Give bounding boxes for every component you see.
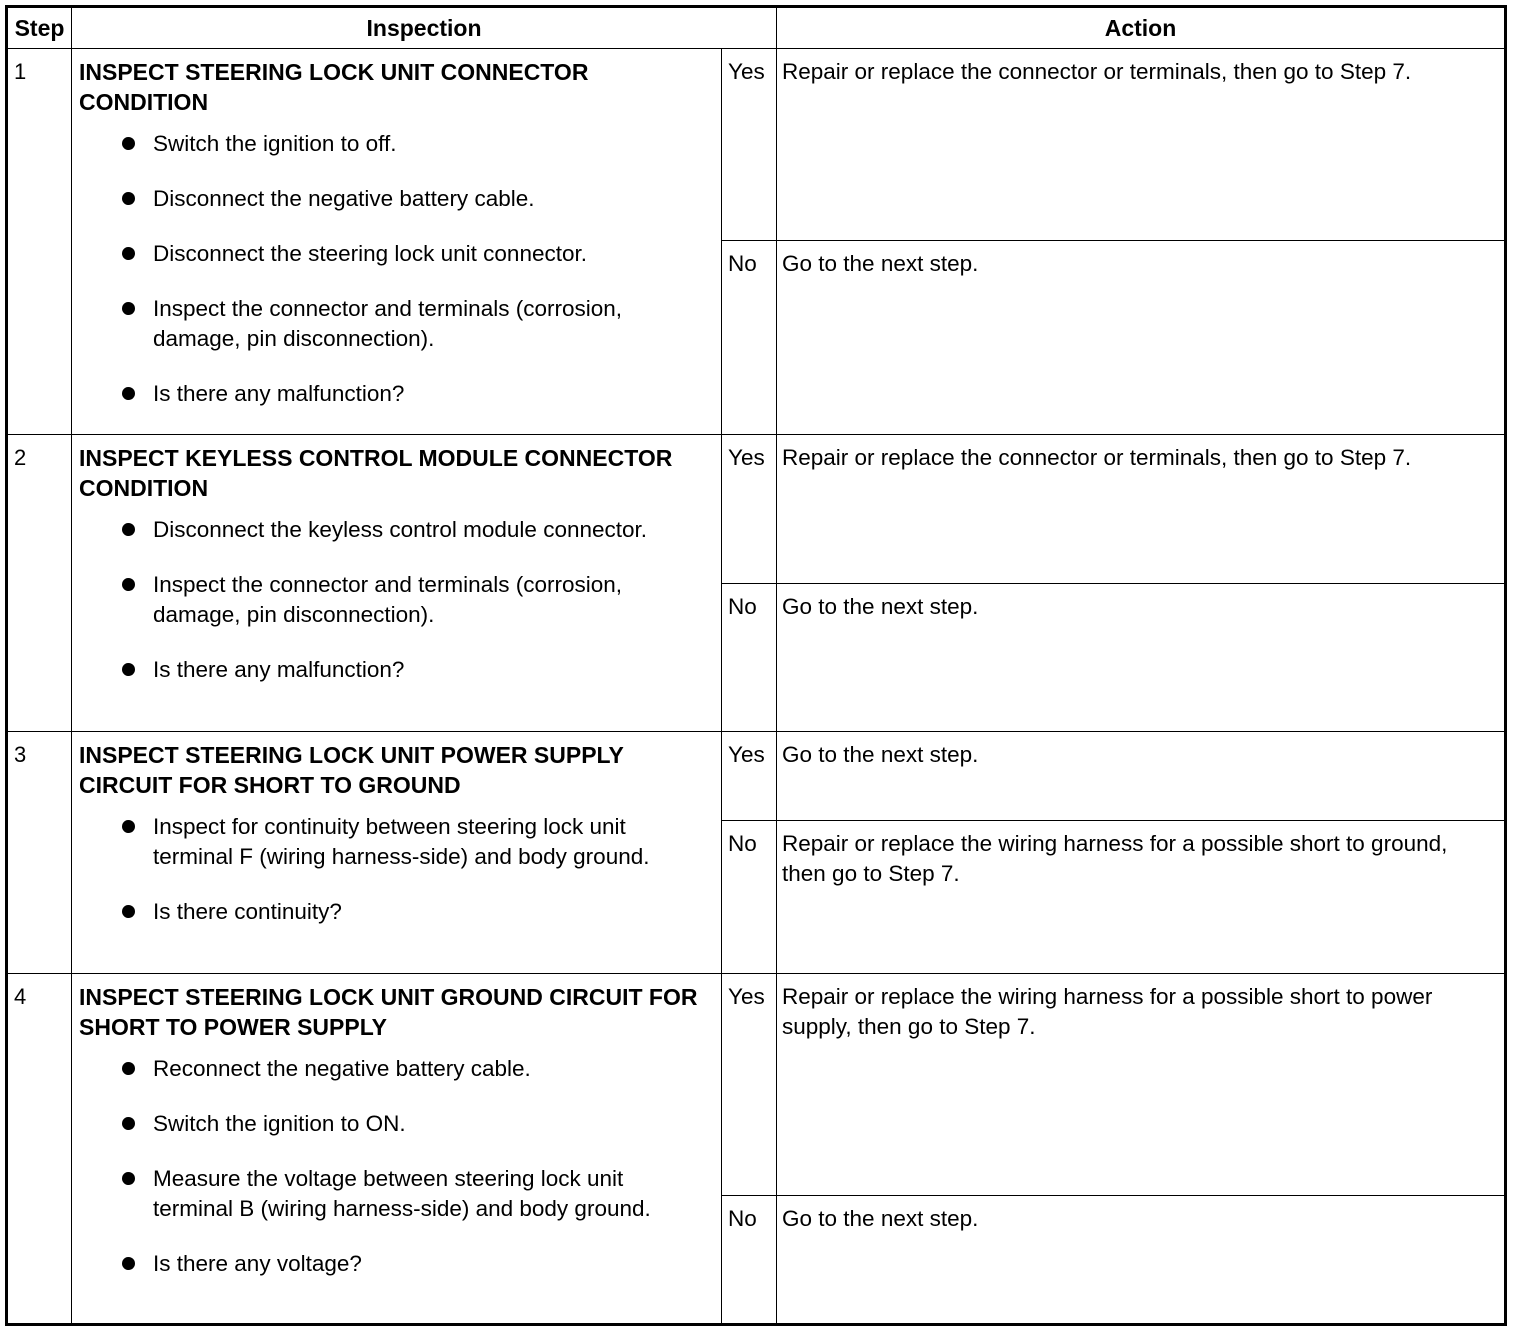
step-title: INSPECT STEERING LOCK UNIT GROUND CIRCUIT FOR SHORT TO POWER SUPPLY <box>79 984 698 1040</box>
step-1-yes-row <box>7 49 1506 241</box>
step-number: 4 <box>7 974 72 1325</box>
step-number: 1 <box>7 49 72 435</box>
inspection-list <box>79 129 701 409</box>
list-item: Switch the ignition to ON. <box>79 1109 701 1139</box>
list-item: Is there any malfunction? <box>79 655 701 685</box>
no-label: No <box>722 1196 777 1325</box>
step-inspection <box>72 974 722 1325</box>
no-action: Go to the next step. <box>777 241 1506 435</box>
bullet-icon <box>122 578 135 591</box>
list-item: Reconnect the negative battery cable. <box>79 1054 701 1084</box>
bullet-icon <box>122 192 135 205</box>
step-inspection <box>72 732 722 974</box>
bullet-icon <box>122 1172 135 1185</box>
yes-action: Repair or replace the connector or terminals, then go to Step 7. <box>777 49 1506 241</box>
step-4-yes-row <box>7 974 1506 1196</box>
inspection-list <box>79 812 701 927</box>
list-item: Measure the voltage between steering lock unit terminal B (wiring harness-side) and body ground. <box>79 1164 701 1224</box>
header-inspection: Inspection <box>72 7 777 49</box>
list-item: Inspect the connector and terminals (corrosion, damage, pin disconnection). <box>79 294 701 354</box>
list-item: Inspect the connector and terminals (corrosion, damage, pin disconnection). <box>79 570 701 630</box>
bullet-icon <box>122 523 135 536</box>
bullet-icon <box>122 820 135 833</box>
yes-action: Go to the next step. <box>777 732 1506 821</box>
bullet-icon <box>122 302 135 315</box>
yes-action: Repair or replace the connector or terminals, then go to Step 7. <box>777 435 1506 584</box>
no-label: No <box>722 241 777 435</box>
step-number: 2 <box>7 435 72 732</box>
step-title: INSPECT KEYLESS CONTROL MODULE CONNECTOR CONDITION <box>79 445 673 501</box>
list-item: Is there continuity? <box>79 897 701 927</box>
list-item: Disconnect the negative battery cable. <box>79 184 701 214</box>
inspection-list <box>79 515 701 685</box>
header-action: Action <box>777 7 1506 49</box>
yes-label: Yes <box>722 435 777 584</box>
step-inspection <box>72 49 722 435</box>
list-item: Disconnect the keyless control module connector. <box>79 515 701 545</box>
inspection-list <box>79 1054 701 1279</box>
list-item: Disconnect the steering lock unit connector. <box>79 239 701 269</box>
bullet-icon <box>122 137 135 150</box>
diagnostic-table <box>5 5 1507 1326</box>
bullet-icon <box>122 905 135 918</box>
bullet-icon <box>122 1062 135 1075</box>
yes-action: Repair or replace the wiring harness for a possible short to power supply, then go to Step 7. <box>777 974 1506 1196</box>
step-title: INSPECT STEERING LOCK UNIT CONNECTOR CONDITION <box>79 59 589 115</box>
header-row <box>7 7 1506 49</box>
no-label: No <box>722 821 777 974</box>
bullet-icon <box>122 1117 135 1130</box>
step-2-yes-row <box>7 435 1506 584</box>
no-action: Repair or replace the wiring harness for a possible short to ground, then go to Step 7. <box>777 821 1506 974</box>
bullet-icon <box>122 387 135 400</box>
header-step: Step <box>7 7 72 49</box>
yes-label: Yes <box>722 974 777 1196</box>
bullet-icon <box>122 663 135 676</box>
bullet-icon <box>122 1257 135 1270</box>
list-item: Switch the ignition to off. <box>79 129 701 159</box>
step-3-yes-row <box>7 732 1506 821</box>
yes-label: Yes <box>722 732 777 821</box>
list-item: Is there any malfunction? <box>79 379 701 409</box>
no-action: Go to the next step. <box>777 1196 1506 1325</box>
list-item: Is there any voltage? <box>79 1249 701 1279</box>
step-number: 3 <box>7 732 72 974</box>
step-title: INSPECT STEERING LOCK UNIT POWER SUPPLY CIRCUIT FOR SHORT TO GROUND <box>79 742 624 798</box>
bullet-icon <box>122 247 135 260</box>
list-item: Inspect for continuity between steering lock unit terminal F (wiring harness-side) and body ground. <box>79 812 701 872</box>
step-inspection <box>72 435 722 732</box>
no-action: Go to the next step. <box>777 584 1506 732</box>
yes-label: Yes <box>722 49 777 241</box>
no-label: No <box>722 584 777 732</box>
